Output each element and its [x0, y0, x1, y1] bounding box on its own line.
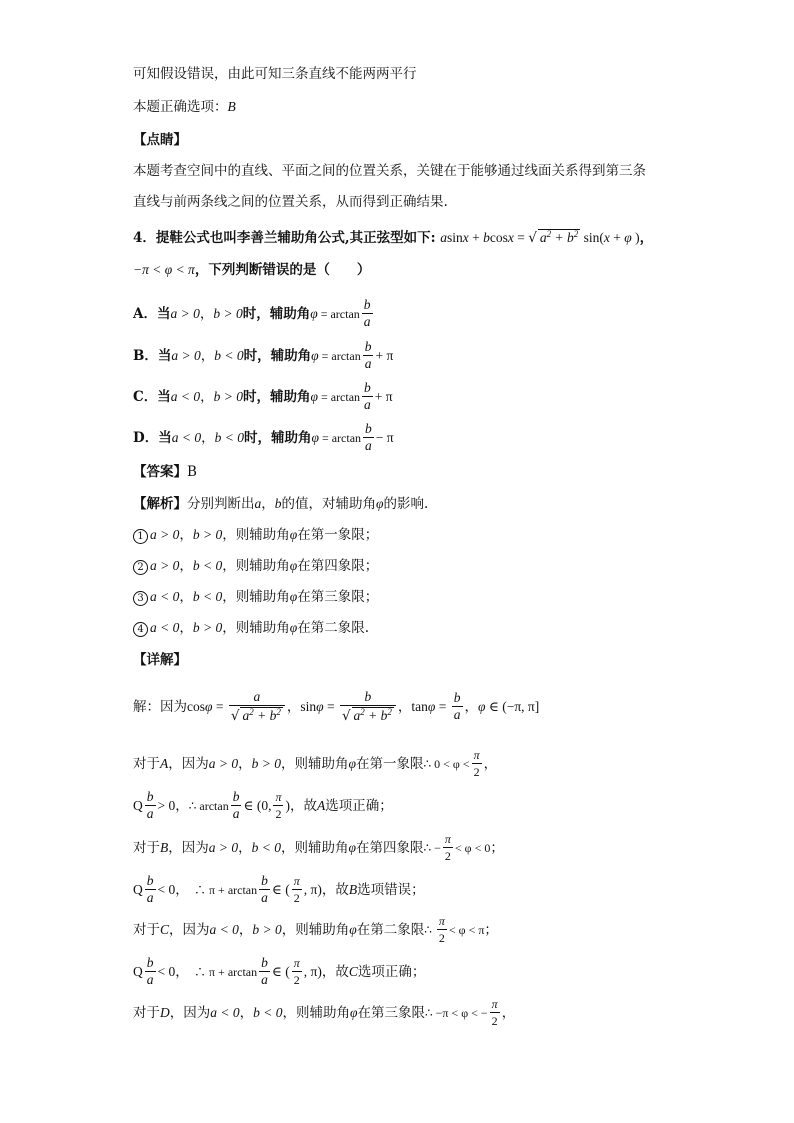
solution-b-1: 对于B，因为a > 0，b < 0，则辅助角φ在第四象限∴ − $\frac{\pi}{2}$ < φ < 0； — [133, 832, 504, 863]
fraction-b-over-a: $\frac{b}{a}$ — [364, 339, 372, 371]
answer-prefix: 本题正确选项： — [133, 99, 228, 115]
answer-row — [133, 462, 197, 482]
solution-a-1: 对于A，因为a > 0，b > 0，则辅助角φ在第一象限∴ 0 < φ < $\frac{\pi}{2}$ ， — [133, 748, 498, 779]
answer-letter: B — [187, 464, 197, 480]
solution-b-2: Q $\frac{b}{a}$ < 0， ∴ π + arctan $\frac{b}{a}$ ∈ ( $\frac{\pi}{2}$ , π)，故B选项错误； — [133, 873, 425, 905]
case-3: 3 a < 0，b < 0，则辅助角φ在第三象限； — [133, 587, 378, 607]
fraction-b-over-a: $\frac{b}{a}$ — [363, 297, 371, 329]
option-c[interactable]: C．当a < 0，b > 0时，辅助角φ = arctan $\frac{b}{a}$ + π — [133, 380, 393, 412]
stem-text: 4．提鞋公式也叫李善兰辅助角公式,其正弦型如下: — [133, 230, 436, 246]
circled-number: 4 — [133, 622, 148, 637]
circled-number: 3 — [133, 591, 148, 606]
stem-tail: ，下列判断错误的是（ ） — [194, 262, 371, 278]
circled-number: 1 — [133, 529, 148, 544]
question-4-stem: 4．提鞋公式也叫李善兰辅助角公式,其正弦型如下: asinx + bcosx = √ $a^2 + b^2$ sin(x + φ )， — [133, 229, 654, 246]
answer-line — [133, 97, 236, 117]
xiangjie-tag: 【详解】 — [133, 652, 187, 668]
case-2: 2 a > 0，b < 0，则辅助角φ在第四象限； — [133, 556, 378, 576]
answer-tag: 【答案】 — [133, 464, 187, 480]
dianjing-text-2: 直线与前两条线之间的位置关系，从而得到正确结果. — [133, 194, 448, 210]
option-a[interactable]: A．当a > 0，b > 0时，辅助角φ = arctan $\frac{b}{a}$ — [133, 297, 371, 329]
case-4: 4 a < 0，b > 0，则辅助角φ在第二象限. — [133, 618, 369, 638]
fraction-b-over-a: $\frac{b}{a}$ — [364, 380, 371, 412]
stem-formula: a — [440, 230, 448, 245]
dianjing-text-1: 本题考查空间中的直线、平面之间的位置关系，关键在于能够通过线面关系得到第三条 — [133, 163, 646, 179]
option-b[interactable]: B．当a > 0，b < 0时，辅助角φ = arctan $\frac{b}{a}$ + π — [133, 339, 394, 371]
dianjing-tag: 【点睛】 — [133, 132, 187, 148]
circled-number: 2 — [133, 560, 148, 575]
option-d[interactable]: D．当a < 0，b < 0时，辅助角φ = arctan $\frac{b}{a}$ − π — [133, 421, 394, 453]
fraction-b-over-a: $\frac{b}{a}$ — [365, 421, 372, 453]
solution-c-2: Q $\frac{b}{a}$ < 0， ∴ π + arctan $\frac{b}{a}$ ∈ ( $\frac{\pi}{2}$ , π)，故C选项正确； — [133, 955, 426, 987]
solution-c-1: 对于C，因为a < 0，b > 0，则辅助角φ在第二象限∴ $\frac{\pi}{2}$ < φ < π； — [133, 914, 498, 945]
solution-a-2: Q $\frac{b}{a}$ > 0，∴ arctan $\frac{b}{a}$ ∈ (0, $\frac{\pi}{2}$ )，故A选项正确； — [133, 789, 393, 821]
jiexi-tag: 【解析】 — [133, 496, 187, 512]
solution-line-1: 解：因为cosφ = $\frac{a}{√ a^2 + b^2}$ ，sinφ = $\frac{b}{√ a^2 + b^2}$ ，tanφ = $\frac{b}{a}$ ，φ ∈ (−π, π] — [133, 689, 540, 724]
text-line: 可知假设错误，由此可知三条直线不能两两平行 — [133, 66, 417, 82]
solution-d-1: 对于D，因为a < 0，b < 0，则辅助角φ在第三象限∴ −π < φ < − $\frac{\pi}{2}$ ， — [133, 997, 516, 1028]
answer-value: B — [227, 99, 236, 114]
question-4-stem-2: −π < φ < π，下列判断错误的是（ ） — [133, 262, 371, 278]
case-1: 1 a > 0，b > 0，则辅助角φ在第一象限； — [133, 525, 378, 545]
jiexi-row: 【解析】分别判断出a，b的值，对辅助角φ的影响. — [133, 496, 429, 512]
